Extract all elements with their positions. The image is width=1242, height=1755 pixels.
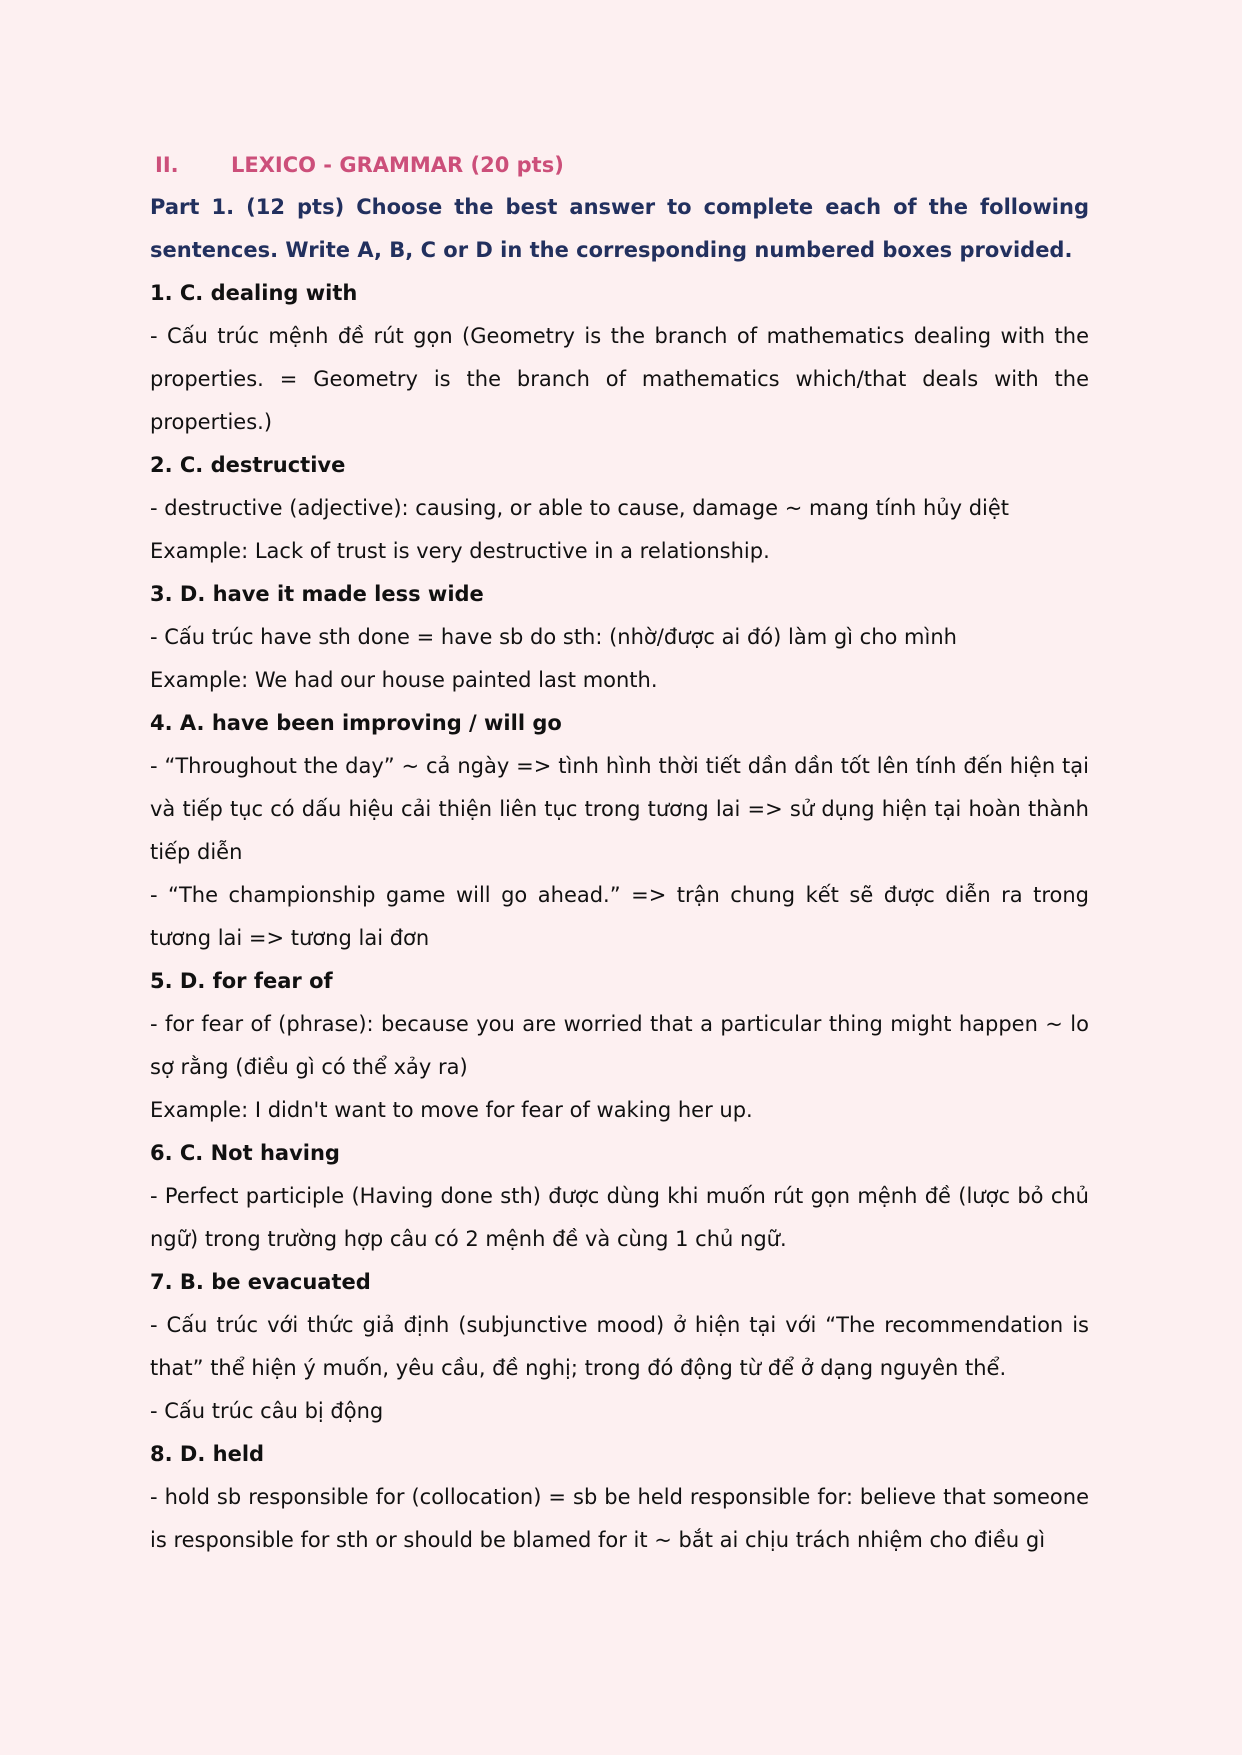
- question-title: 8. D. held: [150, 1442, 265, 1466]
- question-1: [150, 272, 1089, 444]
- question-title: 1. C. dealing with: [150, 281, 358, 305]
- question-8: [150, 1433, 1089, 1562]
- explanation-line: - for fear of (phrase): because you are worried that a particular thing might happen ~ lo sợ rằng (điều gì có thể xảy ra): [150, 1012, 1089, 1079]
- question-title: 3. D. have it made less wide: [150, 582, 484, 606]
- explanation-line: - Cấu trúc mệnh đề rút gọn (Geometry is the branch of mathematics dealing with the properties. = Geometry is the branch of mathematics which/that deals with the properties.): [150, 324, 1089, 434]
- question-title: 5. D. for fear of: [150, 969, 333, 993]
- question-3: [150, 573, 1089, 702]
- part-heading: Part 1. (12 pts) Choose the best answer to complete each of the following sentences. Write A, B, C or D in the corresponding numbered boxes provided.: [150, 195, 1089, 262]
- question-title: 2. C. destructive: [150, 453, 346, 477]
- explanation-line: - Cấu trúc have sth done = have sb do sth: (nhờ/được ai đó) làm gì cho mình: [150, 625, 957, 649]
- question-7: [150, 1261, 1089, 1433]
- explanation-line: - hold sb responsible for (collocation) = sb be held responsible for: believe that someone is responsible for sth or should be blamed for it ~ bắt ai chịu trách nhiệm cho điều gì: [150, 1485, 1089, 1552]
- question-title: 6. C. Not having: [150, 1141, 340, 1165]
- question-title: 7. B. be evacuated: [150, 1270, 371, 1294]
- question-title: 4. A. have been improving / will go: [150, 711, 562, 735]
- section-heading: [150, 145, 1089, 186]
- question-2: [150, 444, 1089, 573]
- explanation-line: - Cấu trúc câu bị động: [150, 1399, 384, 1423]
- section-title: LEXICO - GRAMMAR (20 pts): [231, 153, 564, 177]
- question-5: [150, 960, 1089, 1132]
- section-number: II.: [155, 153, 179, 177]
- question-6: [150, 1132, 1089, 1261]
- example-line: Example: I didn't want to move for fear of waking her up.: [150, 1098, 753, 1122]
- explanation-line: - “The championship game will go ahead.” => trận chung kết sẽ được diễn ra trong tương lai => tương lai đơn: [150, 883, 1089, 950]
- question-4: [150, 702, 1089, 960]
- explanation-line: - Perfect participle (Having done sth) được dùng khi muốn rút gọn mệnh đề (lược bỏ chủ ngữ) trong trường hợp câu có 2 mệnh đề và cùng 1 chủ ngữ.: [150, 1184, 1089, 1251]
- explanation-line: - “Throughout the day” ~ cả ngày => tình hình thời tiết dần dần tốt lên tính đến hiện tại và tiếp tục có dấu hiệu cải thiện liên tục trong tương lai => sử dụng hiện tại hoàn thành tiếp diễn: [150, 754, 1089, 864]
- example-line: Example: Lack of trust is very destructive in a relationship.: [150, 539, 770, 563]
- explanation-line: - destructive (adjective): causing, or able to cause, damage ~ mang tính hủy diệt: [150, 496, 1010, 520]
- example-line: Example: We had our house painted last month.: [150, 668, 658, 692]
- explanation-line: - Cấu trúc với thức giả định (subjunctive mood) ở hiện tại với “The recommendation is that” thể hiện ý muốn, yêu cầu, đề nghị; trong đó động từ để ở dạng nguyên thể.: [150, 1313, 1089, 1380]
